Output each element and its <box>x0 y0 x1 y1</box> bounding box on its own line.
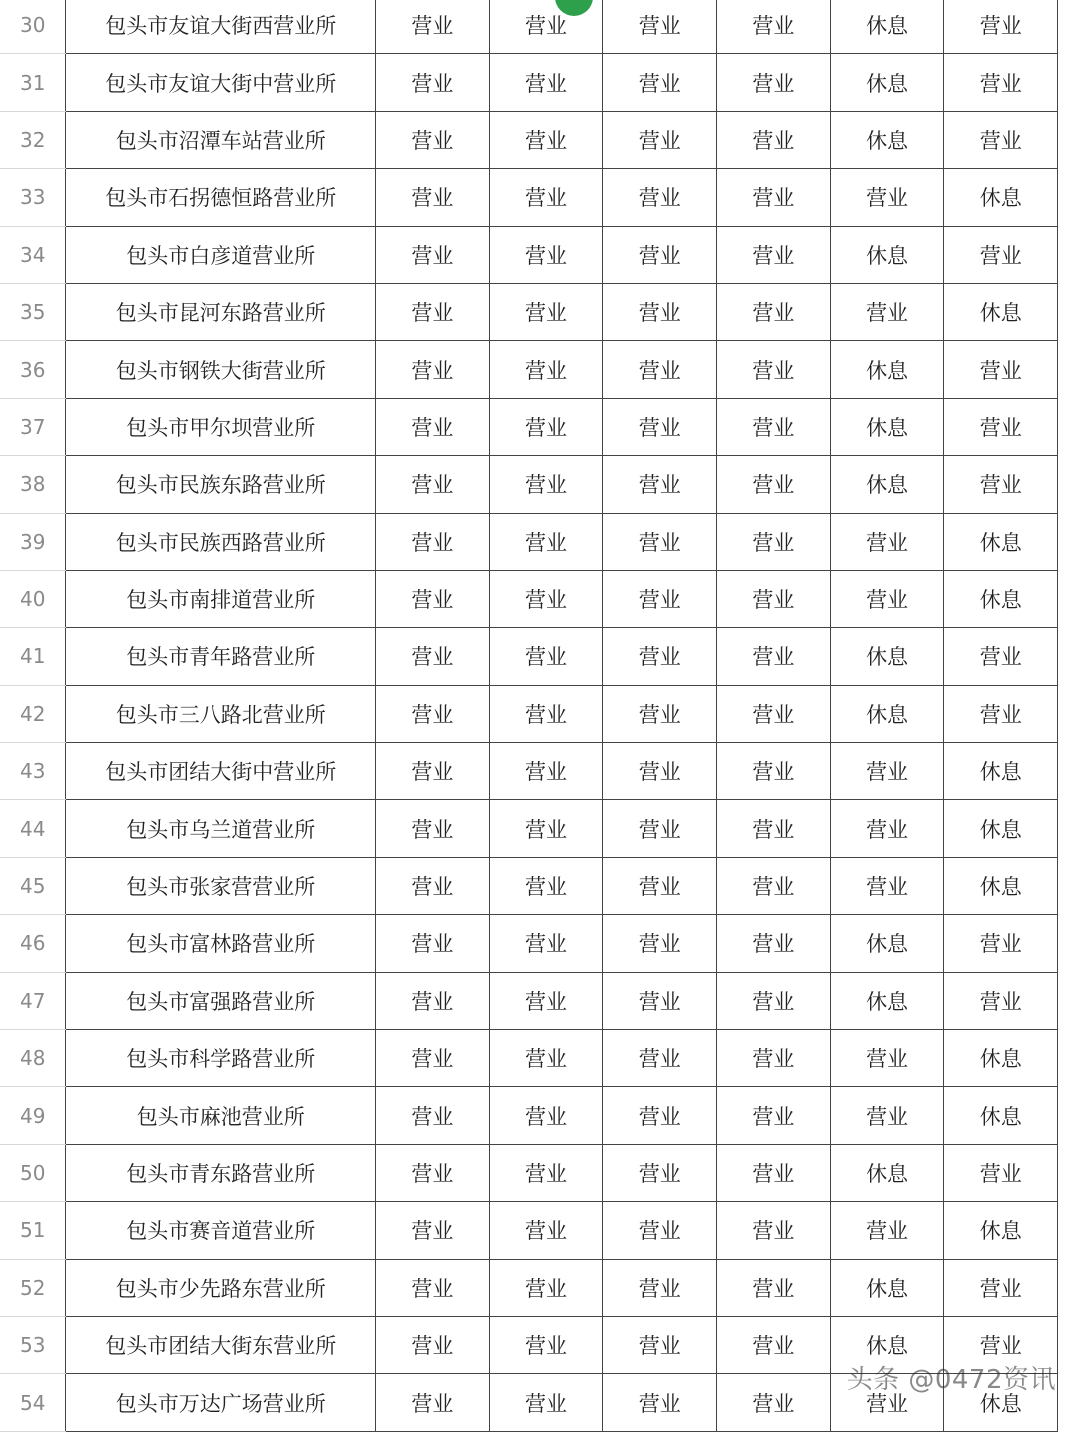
table-row <box>0 398 1080 455</box>
status-cell[interactable]: 营业 <box>944 0 1058 54</box>
status-cell[interactable]: 营业 <box>489 1030 603 1087</box>
empty-cell <box>1058 1087 1080 1144</box>
branch-name-cell[interactable]: 包头市钢铁大街营业所 <box>66 341 376 398</box>
row-number[interactable]: 31 <box>0 54 66 111</box>
table-row <box>0 570 1080 627</box>
status-cell[interactable]: 营业 <box>944 915 1058 972</box>
status-cell[interactable]: 营业 <box>603 456 717 513</box>
status-cell[interactable]: 营业 <box>376 54 490 111</box>
branch-name-cell[interactable]: 包头市甲尔坝营业所 <box>66 398 376 455</box>
status-cell[interactable]: 营业 <box>830 857 944 914</box>
status-cell[interactable]: 营业 <box>376 628 490 685</box>
empty-cell <box>1058 54 1080 111</box>
row-number[interactable]: 49 <box>0 1087 66 1144</box>
table-row <box>0 111 1080 168</box>
status-cell[interactable]: 营业 <box>603 800 717 857</box>
status-cell[interactable]: 营业 <box>376 972 490 1029</box>
status-cell[interactable]: 营业 <box>376 915 490 972</box>
status-cell[interactable]: 营业 <box>376 800 490 857</box>
row-number[interactable]: 40 <box>0 570 66 627</box>
empty-cell <box>1058 743 1080 800</box>
row-number[interactable]: 53 <box>0 1316 66 1373</box>
status-cell[interactable]: 营业 <box>489 857 603 914</box>
status-cell[interactable]: 营业 <box>376 283 490 340</box>
table-row <box>0 169 1080 226</box>
status-cell[interactable]: 营业 <box>376 226 490 283</box>
watermark: 头条 @0472资讯 <box>846 1365 1056 1395</box>
status-cell[interactable]: 营业 <box>489 456 603 513</box>
row-number[interactable]: 32 <box>0 111 66 168</box>
status-cell[interactable]: 营业 <box>603 1259 717 1316</box>
status-cell[interactable]: 营业 <box>376 685 490 742</box>
status-cell[interactable]: 营业 <box>944 972 1058 1029</box>
status-cell[interactable]: 营业 <box>944 54 1058 111</box>
status-cell[interactable]: 营业 <box>944 111 1058 168</box>
branch-name-cell[interactable]: 包头市青年路营业所 <box>66 628 376 685</box>
table-row <box>0 513 1080 570</box>
empty-cell <box>1058 226 1080 283</box>
branch-name-cell[interactable]: 包头市民族东路营业所 <box>66 456 376 513</box>
status-cell[interactable]: 营业 <box>603 226 717 283</box>
branch-name-cell[interactable]: 包头市团结大街东营业所 <box>66 1316 376 1373</box>
empty-cell <box>1058 456 1080 513</box>
table-row <box>0 915 1080 972</box>
empty-cell <box>1058 800 1080 857</box>
status-cell[interactable]: 营业 <box>376 169 490 226</box>
status-cell[interactable]: 营业 <box>603 513 717 570</box>
branch-name-cell[interactable]: 包头市民族西路营业所 <box>66 513 376 570</box>
status-cell[interactable]: 营业 <box>830 283 944 340</box>
status-cell[interactable]: 营业 <box>717 800 831 857</box>
status-cell[interactable]: 休息 <box>944 800 1058 857</box>
status-cell[interactable]: 营业 <box>830 800 944 857</box>
status-cell[interactable]: 营业 <box>376 1144 490 1201</box>
status-cell[interactable]: 营业 <box>717 456 831 513</box>
row-number[interactable]: 51 <box>0 1202 66 1259</box>
table-row <box>0 54 1080 111</box>
status-cell[interactable]: 休息 <box>830 685 944 742</box>
branch-name-cell[interactable]: 包头市富强路营业所 <box>66 972 376 1029</box>
status-cell[interactable]: 休息 <box>830 398 944 455</box>
status-cell[interactable]: 休息 <box>944 1202 1058 1259</box>
branch-name-cell[interactable]: 包头市昆河东路营业所 <box>66 283 376 340</box>
status-cell[interactable]: 休息 <box>830 1259 944 1316</box>
status-cell[interactable]: 营业 <box>603 0 717 54</box>
status-cell[interactable]: 营业 <box>717 1030 831 1087</box>
status-cell[interactable]: 营业 <box>489 1087 603 1144</box>
table-row <box>0 283 1080 340</box>
row-number[interactable]: 39 <box>0 513 66 570</box>
status-cell[interactable]: 营业 <box>489 1144 603 1201</box>
status-cell[interactable]: 休息 <box>944 743 1058 800</box>
table-row <box>0 685 1080 742</box>
status-cell[interactable]: 营业 <box>603 857 717 914</box>
branch-name-cell[interactable]: 包头市富林路营业所 <box>66 915 376 972</box>
branch-name-cell[interactable]: 包头市白彦道营业所 <box>66 226 376 283</box>
status-cell[interactable]: 营业 <box>830 1202 944 1259</box>
status-cell[interactable]: 营业 <box>376 1259 490 1316</box>
status-cell[interactable]: 休息 <box>944 513 1058 570</box>
row-number[interactable]: 50 <box>0 1144 66 1201</box>
table-row <box>0 857 1080 914</box>
status-cell[interactable]: 营业 <box>717 1144 831 1201</box>
status-cell[interactable]: 营业 <box>717 398 831 455</box>
row-number[interactable]: 42 <box>0 685 66 742</box>
status-cell[interactable]: 休息 <box>830 0 944 54</box>
empty-cell <box>1058 685 1080 742</box>
status-cell[interactable]: 营业 <box>376 1030 490 1087</box>
status-cell[interactable]: 休息 <box>830 456 944 513</box>
status-cell[interactable]: 营业 <box>489 111 603 168</box>
status-cell[interactable]: 休息 <box>830 972 944 1029</box>
status-cell[interactable]: 营业 <box>830 1374 944 1431</box>
status-cell[interactable]: 营业 <box>603 915 717 972</box>
table-row <box>0 0 1080 54</box>
status-cell[interactable]: 营业 <box>944 226 1058 283</box>
status-cell[interactable]: 营业 <box>489 800 603 857</box>
empty-cell <box>1058 0 1080 54</box>
status-cell[interactable]: 营业 <box>830 743 944 800</box>
status-cell[interactable]: 休息 <box>944 1030 1058 1087</box>
status-cell[interactable]: 营业 <box>603 1374 717 1431</box>
status-cell[interactable]: 休息 <box>830 628 944 685</box>
branch-name-cell[interactable]: 包头市石拐德恒路营业所 <box>66 169 376 226</box>
branch-name-cell[interactable]: 包头市万达广场营业所 <box>66 1374 376 1431</box>
row-number[interactable]: 45 <box>0 857 66 914</box>
status-cell[interactable]: 营业 <box>830 513 944 570</box>
empty-cell <box>1058 1316 1080 1373</box>
status-cell[interactable]: 营业 <box>603 570 717 627</box>
status-cell[interactable]: 营业 <box>376 341 490 398</box>
status-cell[interactable]: 营业 <box>376 1202 490 1259</box>
status-cell[interactable]: 营业 <box>717 685 831 742</box>
status-cell[interactable]: 休息 <box>830 111 944 168</box>
status-cell[interactable]: 营业 <box>489 226 603 283</box>
status-cell[interactable]: 营业 <box>376 398 490 455</box>
branch-name-cell[interactable]: 包头市赛音道营业所 <box>66 1202 376 1259</box>
status-cell[interactable]: 营业 <box>717 915 831 972</box>
status-cell[interactable]: 营业 <box>830 1087 944 1144</box>
empty-cell <box>1058 1374 1080 1431</box>
status-cell[interactable]: 营业 <box>717 857 831 914</box>
branch-name-cell[interactable]: 包头市青东路营业所 <box>66 1144 376 1201</box>
status-cell[interactable]: 营业 <box>603 111 717 168</box>
empty-cell <box>1058 1259 1080 1316</box>
status-cell[interactable]: 营业 <box>717 628 831 685</box>
status-cell[interactable]: 营业 <box>717 1087 831 1144</box>
status-cell[interactable]: 营业 <box>376 743 490 800</box>
status-cell[interactable]: 营业 <box>489 972 603 1029</box>
status-cell[interactable]: 营业 <box>830 1030 944 1087</box>
row-number[interactable]: 36 <box>0 341 66 398</box>
status-cell[interactable]: 休息 <box>830 226 944 283</box>
row-number[interactable]: 43 <box>0 743 66 800</box>
row-number[interactable]: 38 <box>0 456 66 513</box>
table-row <box>0 1144 1080 1201</box>
status-cell[interactable]: 营业 <box>830 570 944 627</box>
status-cell[interactable]: 营业 <box>717 972 831 1029</box>
status-cell[interactable]: 营业 <box>489 1202 603 1259</box>
branch-name-cell[interactable]: 包头市张家营营业所 <box>66 857 376 914</box>
status-cell[interactable]: 营业 <box>717 111 831 168</box>
status-cell[interactable]: 营业 <box>717 1316 831 1373</box>
status-cell[interactable]: 休息 <box>944 1374 1058 1431</box>
status-cell[interactable]: 营业 <box>603 1087 717 1144</box>
status-cell[interactable]: 休息 <box>944 283 1058 340</box>
status-cell[interactable]: 营业 <box>376 111 490 168</box>
status-cell[interactable]: 营业 <box>717 1259 831 1316</box>
empty-cell <box>1058 857 1080 914</box>
branch-name-cell[interactable]: 包头市团结大街中营业所 <box>66 743 376 800</box>
row-number[interactable]: 44 <box>0 800 66 857</box>
row-number[interactable]: 46 <box>0 915 66 972</box>
status-cell[interactable]: 营业 <box>944 456 1058 513</box>
status-cell[interactable]: 营业 <box>489 169 603 226</box>
branch-name-cell[interactable]: 包头市友谊大街中营业所 <box>66 54 376 111</box>
status-cell[interactable]: 营业 <box>376 456 490 513</box>
row-number[interactable]: 54 <box>0 1374 66 1431</box>
empty-cell <box>1058 169 1080 226</box>
row-number[interactable]: 34 <box>0 226 66 283</box>
status-cell[interactable]: 营业 <box>489 0 603 54</box>
status-cell[interactable]: 营业 <box>944 1316 1058 1373</box>
status-cell[interactable]: 营业 <box>717 0 831 54</box>
status-cell[interactable]: 营业 <box>489 341 603 398</box>
status-cell[interactable]: 营业 <box>944 341 1058 398</box>
status-cell[interactable]: 营业 <box>603 398 717 455</box>
status-cell[interactable]: 营业 <box>376 1316 490 1373</box>
branch-name-cell[interactable]: 包头市科学路营业所 <box>66 1030 376 1087</box>
row-number[interactable]: 35 <box>0 283 66 340</box>
status-cell[interactable]: 营业 <box>376 1374 490 1431</box>
table-row <box>0 1202 1080 1259</box>
empty-cell <box>1058 628 1080 685</box>
status-cell[interactable]: 休息 <box>830 915 944 972</box>
table-row <box>0 800 1080 857</box>
status-cell[interactable]: 休息 <box>830 341 944 398</box>
status-cell[interactable]: 营业 <box>603 1202 717 1259</box>
status-cell[interactable]: 营业 <box>717 570 831 627</box>
status-cell[interactable]: 营业 <box>717 226 831 283</box>
status-cell[interactable]: 营业 <box>376 1087 490 1144</box>
table-row <box>0 972 1080 1029</box>
status-cell[interactable]: 营业 <box>489 743 603 800</box>
status-cell[interactable]: 营业 <box>603 1144 717 1201</box>
status-cell[interactable]: 营业 <box>717 341 831 398</box>
status-cell[interactable]: 营业 <box>603 743 717 800</box>
status-cell[interactable]: 营业 <box>717 283 831 340</box>
status-cell[interactable]: 营业 <box>603 972 717 1029</box>
branch-name-cell[interactable]: 包头市乌兰道营业所 <box>66 800 376 857</box>
status-cell[interactable]: 休息 <box>944 169 1058 226</box>
status-cell[interactable]: 营业 <box>717 54 831 111</box>
empty-cell <box>1058 111 1080 168</box>
row-number[interactable]: 37 <box>0 398 66 455</box>
status-cell[interactable]: 营业 <box>603 341 717 398</box>
empty-cell <box>1058 1144 1080 1201</box>
table-row <box>0 456 1080 513</box>
status-cell[interactable]: 营业 <box>489 513 603 570</box>
status-cell[interactable]: 营业 <box>376 857 490 914</box>
table-row <box>0 1030 1080 1087</box>
status-cell[interactable]: 营业 <box>603 283 717 340</box>
status-cell[interactable]: 营业 <box>489 54 603 111</box>
status-cell[interactable]: 营业 <box>376 570 490 627</box>
status-cell[interactable]: 营业 <box>944 1259 1058 1316</box>
status-cell[interactable]: 营业 <box>489 1374 603 1431</box>
empty-cell <box>1058 398 1080 455</box>
empty-cell <box>1058 1030 1080 1087</box>
table-row <box>0 341 1080 398</box>
status-cell[interactable]: 营业 <box>489 1259 603 1316</box>
branch-name-cell[interactable]: 包头市沼潭车站营业所 <box>66 111 376 168</box>
empty-cell <box>1058 283 1080 340</box>
empty-cell <box>1058 570 1080 627</box>
status-cell[interactable]: 休息 <box>944 1087 1058 1144</box>
branch-name-cell[interactable]: 包头市三八路北营业所 <box>66 685 376 742</box>
row-number[interactable]: 52 <box>0 1259 66 1316</box>
status-cell[interactable]: 休息 <box>944 570 1058 627</box>
table-row <box>0 743 1080 800</box>
status-cell[interactable]: 营业 <box>489 1316 603 1373</box>
status-cell[interactable]: 营业 <box>944 628 1058 685</box>
status-cell[interactable]: 休息 <box>830 1316 944 1373</box>
status-cell[interactable]: 营业 <box>717 1202 831 1259</box>
empty-cell <box>1058 1202 1080 1259</box>
branch-name-cell[interactable]: 包头市南排道营业所 <box>66 570 376 627</box>
status-cell[interactable]: 休息 <box>944 857 1058 914</box>
status-cell[interactable]: 营业 <box>717 743 831 800</box>
table-row <box>0 1259 1080 1316</box>
status-cell[interactable]: 营业 <box>603 169 717 226</box>
status-cell[interactable]: 营业 <box>717 513 831 570</box>
empty-cell <box>1058 341 1080 398</box>
table-row <box>0 1087 1080 1144</box>
table-row <box>0 628 1080 685</box>
status-cell[interactable]: 营业 <box>603 54 717 111</box>
status-cell[interactable]: 营业 <box>603 628 717 685</box>
status-cell[interactable]: 营业 <box>376 0 490 54</box>
status-cell[interactable]: 休息 <box>830 1144 944 1201</box>
status-cell[interactable]: 营业 <box>489 685 603 742</box>
status-cell[interactable]: 营业 <box>603 685 717 742</box>
status-cell[interactable]: 营业 <box>489 915 603 972</box>
branch-name-cell[interactable]: 包头市少先路东营业所 <box>66 1259 376 1316</box>
status-cell[interactable]: 营业 <box>717 1374 831 1431</box>
status-cell[interactable]: 营业 <box>603 1316 717 1373</box>
empty-cell <box>1058 513 1080 570</box>
status-cell[interactable]: 营业 <box>489 398 603 455</box>
empty-cell <box>1058 915 1080 972</box>
status-cell[interactable]: 营业 <box>830 169 944 226</box>
status-cell[interactable]: 营业 <box>489 628 603 685</box>
table-row <box>0 226 1080 283</box>
status-cell[interactable]: 营业 <box>489 283 603 340</box>
status-cell[interactable]: 营业 <box>376 513 490 570</box>
branch-name-cell[interactable]: 包头市友谊大街西营业所 <box>66 0 376 54</box>
status-cell[interactable]: 营业 <box>944 398 1058 455</box>
row-number[interactable]: 33 <box>0 169 66 226</box>
status-cell[interactable]: 营业 <box>717 169 831 226</box>
status-cell[interactable]: 营业 <box>603 1030 717 1087</box>
empty-cell <box>1058 972 1080 1029</box>
row-number[interactable]: 47 <box>0 972 66 1029</box>
status-cell[interactable]: 营业 <box>944 1144 1058 1201</box>
row-number[interactable]: 30 <box>0 0 66 54</box>
row-number[interactable]: 48 <box>0 1030 66 1087</box>
status-cell[interactable]: 营业 <box>944 685 1058 742</box>
branch-name-cell[interactable]: 包头市麻池营业所 <box>66 1087 376 1144</box>
status-cell[interactable]: 营业 <box>489 570 603 627</box>
status-cell[interactable]: 休息 <box>830 54 944 111</box>
row-number[interactable]: 41 <box>0 628 66 685</box>
